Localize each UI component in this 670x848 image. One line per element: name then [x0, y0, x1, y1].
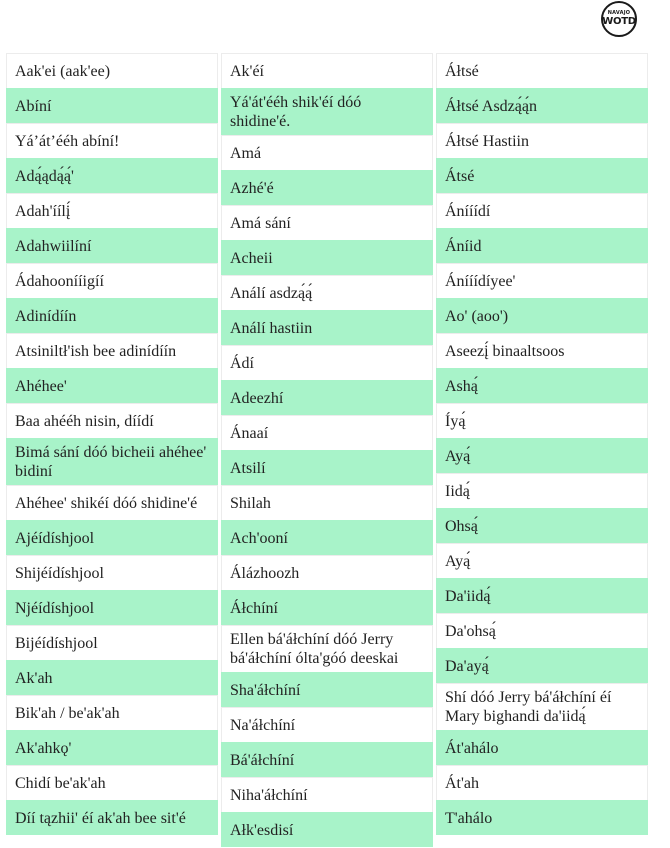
table-cell: Áłtsé Asdzą́ą́n	[436, 88, 648, 123]
table-cell: Sha'áłchíní	[221, 672, 433, 707]
table-cell: Ahéhee'	[6, 368, 218, 403]
table-cell: Bá'áłchíní	[221, 742, 433, 777]
word-column-2	[221, 53, 433, 847]
table-cell: Yá'át'ééh shik'éí dóó shidine'é.	[221, 88, 433, 135]
table-cell: Ak'ah	[6, 660, 218, 695]
table-cell: Atsilí	[221, 450, 433, 485]
table-cell: Adą́ądą́ą́'	[6, 158, 218, 193]
table-cell: Atsiniltł'ish bee adinídíín	[6, 333, 218, 368]
table-cell: Azhé'é	[221, 170, 433, 205]
table-cell: Ánííídí	[436, 193, 648, 228]
table-cell: Ohsą́	[436, 508, 648, 543]
table-cell: Ayą́	[436, 543, 648, 578]
table-cell: Adahwiilíní	[6, 228, 218, 263]
table-cell: Chidí be'ak'ah	[6, 765, 218, 800]
word-column-3	[436, 53, 648, 847]
table-cell: T'ahálo	[436, 800, 648, 835]
table-cell: Áłtsé	[436, 53, 648, 88]
table-cell: Íyą́	[436, 403, 648, 438]
table-cell: Da'ayą́	[436, 648, 648, 683]
table-cell: Adeezhí	[221, 380, 433, 415]
table-cell: Ak'éí	[221, 53, 433, 88]
table-cell: Bijéídíshjool	[6, 625, 218, 660]
table-cell: Na'áłchíní	[221, 707, 433, 742]
table-cell: Da'ohsą́	[436, 613, 648, 648]
table-cell: Ayą́	[436, 438, 648, 473]
table-cell: Adah'íílį́	[6, 193, 218, 228]
table-cell: Áłtsé Hastiin	[436, 123, 648, 158]
table-cell: Ashą́	[436, 368, 648, 403]
table-cell: Ach'ooní	[221, 520, 433, 555]
table-cell: Adinídíín	[6, 298, 218, 333]
table-cell: Áłchíní	[221, 590, 433, 625]
table-cell: Ánííídíyee'	[436, 263, 648, 298]
table-cell: Análí asdzą́ą́	[221, 275, 433, 310]
table-cell: Acheii	[221, 240, 433, 275]
navajo-wotd-logo	[601, 1, 637, 37]
table-cell: Amá sání	[221, 205, 433, 240]
table-cell: Álázhoozh	[221, 555, 433, 590]
table-cell: Shijéídíshjool	[6, 555, 218, 590]
table-cell: Átsé	[436, 158, 648, 193]
table-cell: Ánaaí	[221, 415, 433, 450]
table-cell: Abíní	[6, 88, 218, 123]
table-cell: Baa ahééh nisin, díídí	[6, 403, 218, 438]
table-cell: Ádahoonííigíí	[6, 263, 218, 298]
logo-top-text: NAVAJO	[607, 10, 631, 16]
table-cell: Díí tązhii' éí ak'ah bee sit'é	[6, 800, 218, 835]
logo-main-text: WOTD	[602, 16, 636, 27]
table-cell: Ak'ahkǫ'	[6, 730, 218, 765]
table-cell: Bik'ah / be'ak'ah	[6, 695, 218, 730]
table-cell: Da'iidą́	[436, 578, 648, 613]
table-cell: Amá	[221, 135, 433, 170]
table-cell: Yá’át’ééh abíní!	[6, 123, 218, 158]
table-cell: Iidą́	[436, 473, 648, 508]
table-cell: Aak'ei (aak'ee)	[6, 53, 218, 88]
table-cell: Niha'áłchíní	[221, 777, 433, 812]
word-table	[6, 53, 651, 847]
table-cell: Ao' (aoo')	[436, 298, 648, 333]
table-cell: Át'ahálo	[436, 730, 648, 765]
table-cell: Shilah	[221, 485, 433, 520]
table-cell: Ałk'esdisí	[221, 812, 433, 847]
table-cell: Áníid	[436, 228, 648, 263]
table-cell: Ellen bá'áłchíní dóó Jerry bá'áłchíní ólta'góó deeskai	[221, 625, 433, 672]
table-cell: Bimá sání dóó bicheii ahéhee' bidiní	[6, 438, 218, 485]
table-cell: Aseezį́ binaaltsoos	[436, 333, 648, 368]
table-cell: Njéídíshjool	[6, 590, 218, 625]
table-cell: Át'ah	[436, 765, 648, 800]
table-cell: Ajéídíshjool	[6, 520, 218, 555]
table-cell: Análí hastiin	[221, 310, 433, 345]
table-cell: Ahéhee' shikéí dóó shidine'é	[6, 485, 218, 520]
table-cell: Shí dóó Jerry bá'áłchíní éí Mary bighandi da'iidą́	[436, 683, 648, 730]
table-cell: Ádí	[221, 345, 433, 380]
word-column-1	[6, 53, 218, 847]
